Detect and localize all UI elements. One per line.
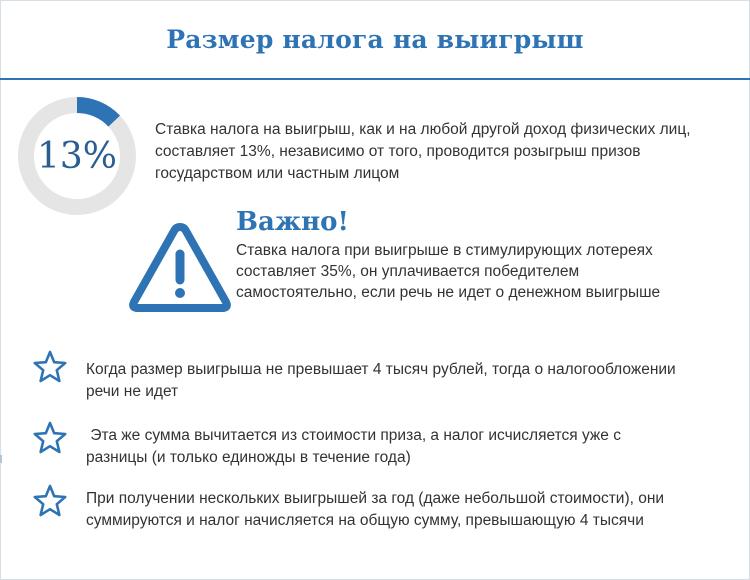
edge-mark <box>0 455 2 463</box>
list-item: Когда размер выигрыша не превышает 4 тысяч рублей, тогда о налогообложении речи не идет <box>86 361 676 400</box>
page-title: Размер налога на выигрыш <box>166 24 584 54</box>
header-divider <box>0 78 750 80</box>
list-item: При получении нескольких выигрышей за год (даже небольшой стоимости), они суммируются и налог начисляется на общую сумму, превышающую 4 тысячи <box>86 490 665 529</box>
list-item: Эта же сумма вычитается из стоимости приза, а налог исчисляется уже с разницы (и только единожды в течение года) <box>86 427 626 466</box>
important-heading: Важно! <box>236 207 349 237</box>
star-icon <box>33 484 67 518</box>
tax-rate-value: 13% <box>36 135 117 177</box>
tax-rate-description: Ставка налога на выигрыш, как и на любой другой доход физических лиц, составляет 13%, независимо от того, проводится розыгрыш призов государством или частным лицом <box>155 121 691 182</box>
star-icon <box>33 350 67 384</box>
warning-triangle-icon <box>125 218 235 316</box>
important-description: Ставка налога при выигрыше в стимулирующих лотереях составляет 35%, он уплачивается победителем самостоятельно, если речь не идет о денежном выигрыше <box>236 242 661 301</box>
star-icon <box>33 421 67 455</box>
header <box>0 0 750 78</box>
